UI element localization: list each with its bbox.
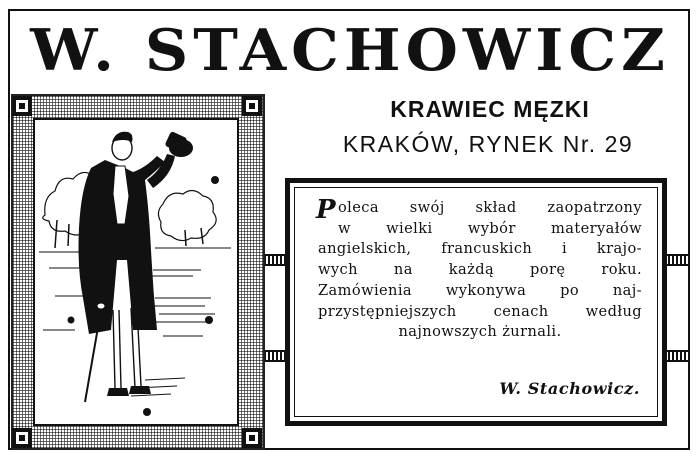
body-line: najnowszych żurnali. [398,323,562,341]
corner-ornament-icon [242,428,262,448]
illustration [33,118,239,426]
advert-body [316,195,642,343]
body-line: angielskich, francuskich i krajo- [318,240,642,258]
body-line: oleca swój skład zaopatrzony [337,199,642,216]
body-line: w wielki wybór materyałów [337,219,642,237]
advert-signature: W. Stachowicz. [499,379,640,398]
gentleman-illustration-icon [35,120,237,424]
corner-ornament-icon [12,96,32,116]
drop-cap: P [316,195,336,225]
body-line: wych na każdą porę roku. [318,261,642,279]
advert-title: W. STACHOWICZ [30,17,670,85]
body-line: przystępniejszych cenach według [318,302,642,320]
corner-ornament-icon [12,428,32,448]
corner-ornament-icon [242,96,262,116]
advert-subtitle: KRAWIEC MĘZKI [390,96,590,122]
advert-address: KRAKÓW, RYNEK Nr. 29 [342,131,634,157]
body-line: Zamówienia wykonywa po naj- [318,281,642,299]
